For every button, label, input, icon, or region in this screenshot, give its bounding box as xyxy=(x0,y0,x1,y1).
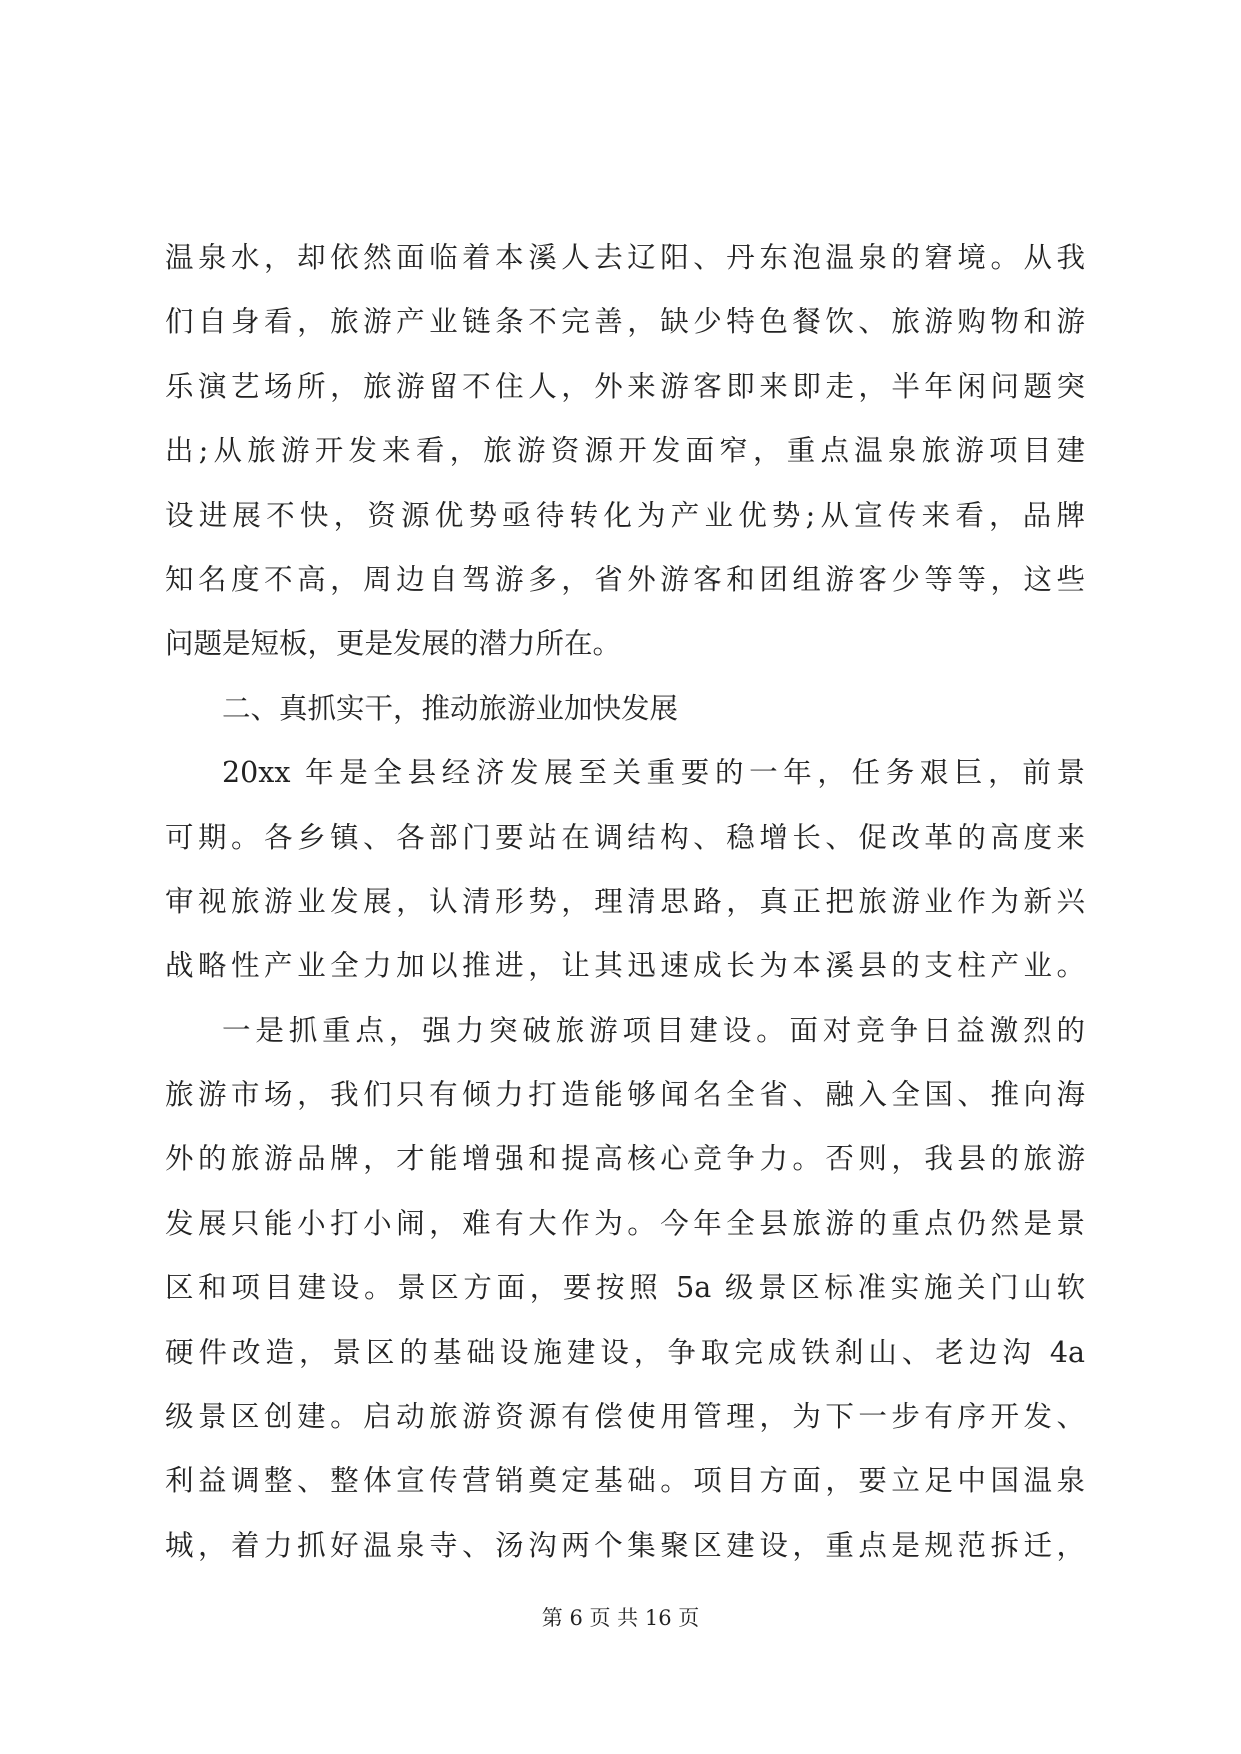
page-footer: 第 6 页 共 16 页 xyxy=(541,1606,700,1630)
text-line: 温泉水，却依然面临着本溪人去辽阳、丹东泡温泉的窘境。从我 xyxy=(165,241,1085,274)
body-text xyxy=(165,226,1085,1578)
text-line: 外的旅游品牌，才能增强和提高核心竞争力。否则，我县的旅游 xyxy=(165,1142,1085,1176)
text-line: 区和项目建设。景区方面，要按照 5a 级景区标准实施关门山软 xyxy=(165,1271,1085,1305)
text-line: 们自身看，旅游产业链条不完善，缺少特色餐饮、旅游购物和游 xyxy=(165,305,1085,339)
text-line: 战略性产业全力加以推进，让其迅速成长为本溪县的支柱产业。 xyxy=(165,949,1085,983)
text-line: 一是抓重点，强力突破旅游项目建设。面对竞争日益激烈的 xyxy=(222,1013,1085,1047)
text-line: 发展只能小打小闹，难有大作为。今年全县旅游的重点仍然是景 xyxy=(165,1206,1085,1240)
text-line: 乐演艺场所，旅游留不住人，外来游客即来即走，半年闲问题突 xyxy=(165,369,1085,403)
text-line: 利益调整、整体宣传营销奠定基础。项目方面，要立足中国温泉 xyxy=(165,1464,1085,1498)
text-line: 旅游市场，我们只有倾力打造能够闻名全省、融入全国、推向海 xyxy=(165,1078,1085,1112)
text-line: 知名度不高，周边自驾游多，省外游客和团组游客少等等，这些 xyxy=(165,562,1085,596)
text-line: 问题是短板，更是发展的潜力所在。 xyxy=(165,627,622,661)
text-line: 城，着力抓好温泉寺、汤沟两个集聚区建设，重点是规范拆迁， xyxy=(165,1528,1085,1562)
text-line: 可期。各乡镇、各部门要站在调结构、稳增长、促改革的高度来 xyxy=(165,820,1085,854)
text-line: 硬件改造，景区的基础设施建设，争取完成铁刹山、老边沟 4a xyxy=(165,1335,1085,1369)
text-line: 级景区创建。启动旅游资源有偿使用管理，为下一步有序开发、 xyxy=(165,1400,1085,1434)
text-line: 审视旅游业发展，认清形势，理清思路，真正把旅游业作为新兴 xyxy=(165,884,1085,918)
text-line: 设进展不快，资源优势亟待转化为产业优势;从宣传来看，品牌 xyxy=(165,498,1085,532)
text-line: 出;从旅游开发来看，旅游资源开发面窄，重点温泉旅游项目建 xyxy=(165,434,1085,468)
section-heading: 二、真抓实干，推动旅游业加快发展 xyxy=(222,691,679,725)
text-line: 20xx 年是全县经济发展至关重要的一年，任务艰巨，前景 xyxy=(222,756,1085,790)
